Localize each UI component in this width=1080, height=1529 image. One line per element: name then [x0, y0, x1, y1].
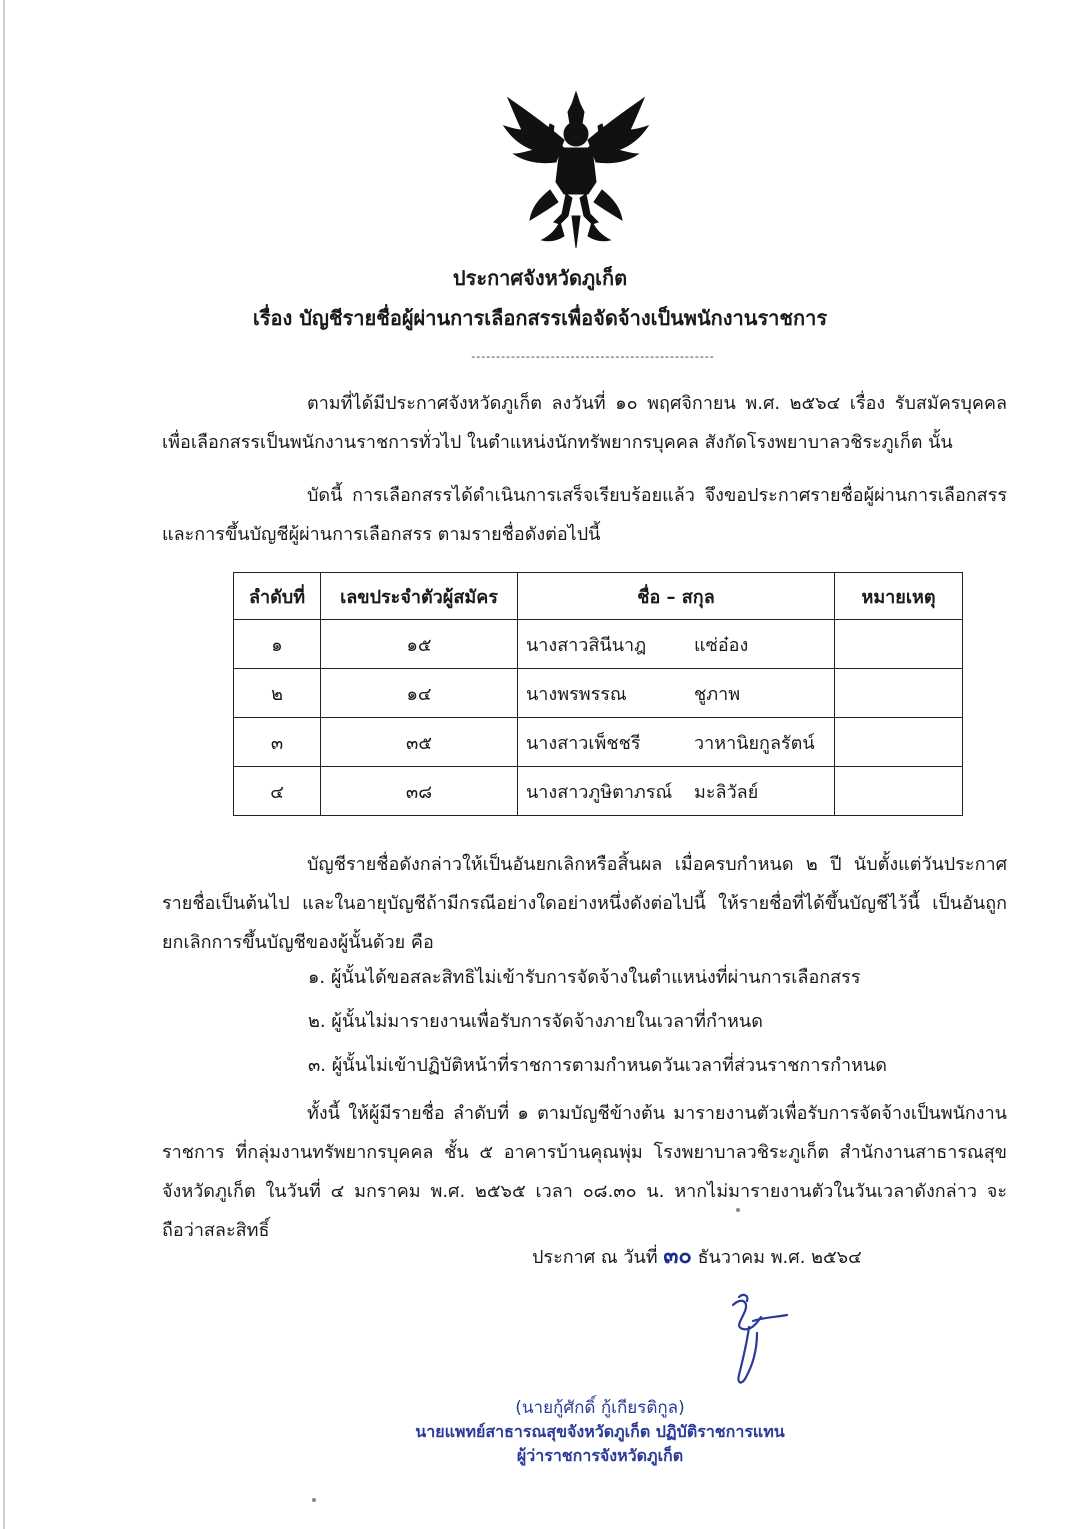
paragraph-announcement-text: บัดนี้ การเลือกสรรได้ดำเนินการเสร็จเรียบร้อยแล้ว จึงขอประกาศรายชื่อผู้ผ่านการเลือกสรร และการขึ้นบัญชีผู้ผ่านการเลือกสรร ตามรายชื่อดังต่อไปนี้ — [162, 485, 1007, 545]
row-full-name — [518, 718, 835, 767]
announcement-date — [532, 1238, 862, 1273]
table-row — [234, 669, 963, 718]
table-row — [234, 620, 963, 669]
table-header-row — [234, 573, 963, 620]
row-full-name — [518, 767, 835, 816]
paragraph-validity-text: บัญชีรายชื่อดังกล่าวให้เป็นอันยกเลิกหรือสิ้นผล เมื่อครบกำหนด ๒ ปี นับตั้งแต่วันประกาศ รายชื่อเป็นต้นไป และในอายุบัญชีถ้ามีกรณีอย่างใดอย่างหนึ่งดังต่อไปนี้ ให้รายชื่อที่ได้ขึ้นบัญชีไว้นี้ เป็นอันถูกยกเลิกการขึ้นบัญชีของผู้นั้นด้วย คือ — [162, 854, 1007, 953]
date-day-handwritten: ๓๐ — [663, 1243, 692, 1269]
row-order: ๒ — [234, 669, 321, 718]
last-name: มะลิวัลย์ — [694, 781, 759, 803]
scan-speck — [312, 1498, 316, 1502]
date-suffix: ธันวาคม พ.ศ. ๒๕๖๔ — [697, 1247, 862, 1268]
row-full-name — [518, 669, 835, 718]
scan-speck — [736, 1208, 740, 1212]
last-name: ชูภาพ — [694, 683, 741, 705]
paragraph-reference-text: ตามที่ได้มีประกาศจังหวัดภูเก็ต ลงวันที่ ๑๐ พฤศจิกายน พ.ศ. ๒๕๖๔ เรื่อง รับสมัครบุคคล เพื่อเลือกสรรเป็นพนักงานราชการทั่วไป ในตำแหน่งนักทรัพยากรบุคคล สังกัดโรงพยาบาลวชิระภูเก็ต นั้น — [162, 393, 1007, 453]
scan-edge — [3, 0, 5, 1529]
paragraph-validity — [162, 845, 1007, 962]
row-applicant-id: ๑๕ — [321, 620, 518, 669]
row-applicant-id: ๑๔ — [321, 669, 518, 718]
row-order: ๓ — [234, 718, 321, 767]
table-row — [234, 767, 963, 816]
paragraph-reference — [162, 384, 1007, 462]
row-order: ๔ — [234, 767, 321, 816]
first-name: นางสาวเพ็ชชรี — [526, 732, 641, 754]
row-remarks — [835, 669, 963, 718]
first-name: นางสาวสินีนาฎ — [526, 634, 647, 656]
date-prefix: ประกาศ ณ วันที่ — [532, 1247, 658, 1268]
paragraph-announcement — [162, 476, 1007, 554]
last-name: แซ่อ๋อง — [694, 634, 749, 656]
title-divider: ------------------------------------------------- — [471, 350, 715, 363]
signatory-name: (นายกู้ศักดิ์ กู้เกียรติกูล) — [515, 1398, 685, 1418]
row-applicant-id: ๓๘ — [321, 767, 518, 816]
condition-item: ๑. ผู้นั้นได้ขอสละสิทธิไม่เข้ารับการจัดจ้างในตำแหน่งที่ผ่านการเลือกสรร — [308, 967, 861, 988]
table-row — [234, 718, 963, 767]
paragraph-reporting-text: ทั้งนี้ ให้ผู้มีรายชื่อ ลำดับที่ ๑ ตามบัญชีข้างต้น มารายงานตัวเพื่อรับการจัดจ้างเป็นพนักงาน ราชการ ที่กลุ่มงานทรัพยากรบุคคล ชั้น ๕ อาคารบ้านคุณพุ่ม โรงพยาบาลวชิระภูเก็ต สำนักงานสาธารณสุข จังหวัดภูเก็ต ในวันที่ ๔ มกราคม พ.ศ. ๒๕๖๕ เวลา ๐๘.๓๐ น. หากไม่มารายงานตัวในวันเวลาดังกล่าว จะถือว่าสละสิทธิ์ — [162, 1103, 1007, 1241]
signatory-title: นายแพทย์สาธารณสุขจังหวัดภูเก็ต ปฏิบัติราชการแทน — [415, 1422, 785, 1441]
last-name: วาหานิยกูลรัตน์ — [694, 732, 815, 754]
paragraph-reporting — [162, 1094, 1007, 1250]
document-title: ประกาศจังหวัดภูเก็ต — [452, 266, 628, 290]
row-applicant-id: ๓๕ — [321, 718, 518, 767]
condition-item: ๒. ผู้นั้นไม่มารายงานเพื่อรับการจัดจ้างภายในเวลาที่กำหนด — [308, 1011, 763, 1032]
first-name: นางพรพรรณ — [526, 683, 627, 705]
signatory-title-2: ผู้ว่าราชการจังหวัดภูเก็ต — [516, 1446, 684, 1465]
condition-item: ๓. ผู้นั้นไม่เข้าปฏิบัติหน้าที่ราชการตามกำหนดวันเวลาที่ส่วนราชการกำหนด — [308, 1055, 887, 1076]
row-remarks — [835, 718, 963, 767]
candidates-table — [233, 572, 963, 816]
header-applicant-id: เลขประจำตัวผู้สมัคร — [321, 573, 518, 620]
row-remarks — [835, 767, 963, 816]
signature-image — [705, 1283, 815, 1393]
header-full-name: ชื่อ – สกุล — [518, 573, 835, 620]
first-name: นางสาวภูษิตาภรณ์ — [526, 781, 673, 803]
garuda-emblem-icon — [500, 90, 652, 250]
row-remarks — [835, 620, 963, 669]
row-full-name — [518, 620, 835, 669]
document-subject: เรื่อง บัญชีรายชื่อผู้ผ่านการเลือกสรรเพื่อจัดจ้างเป็นพนักงานราชการ — [252, 306, 828, 330]
header-remarks: หมายเหตุ — [835, 573, 963, 620]
header-order: ลำดับที่ — [234, 573, 321, 620]
row-order: ๑ — [234, 620, 321, 669]
